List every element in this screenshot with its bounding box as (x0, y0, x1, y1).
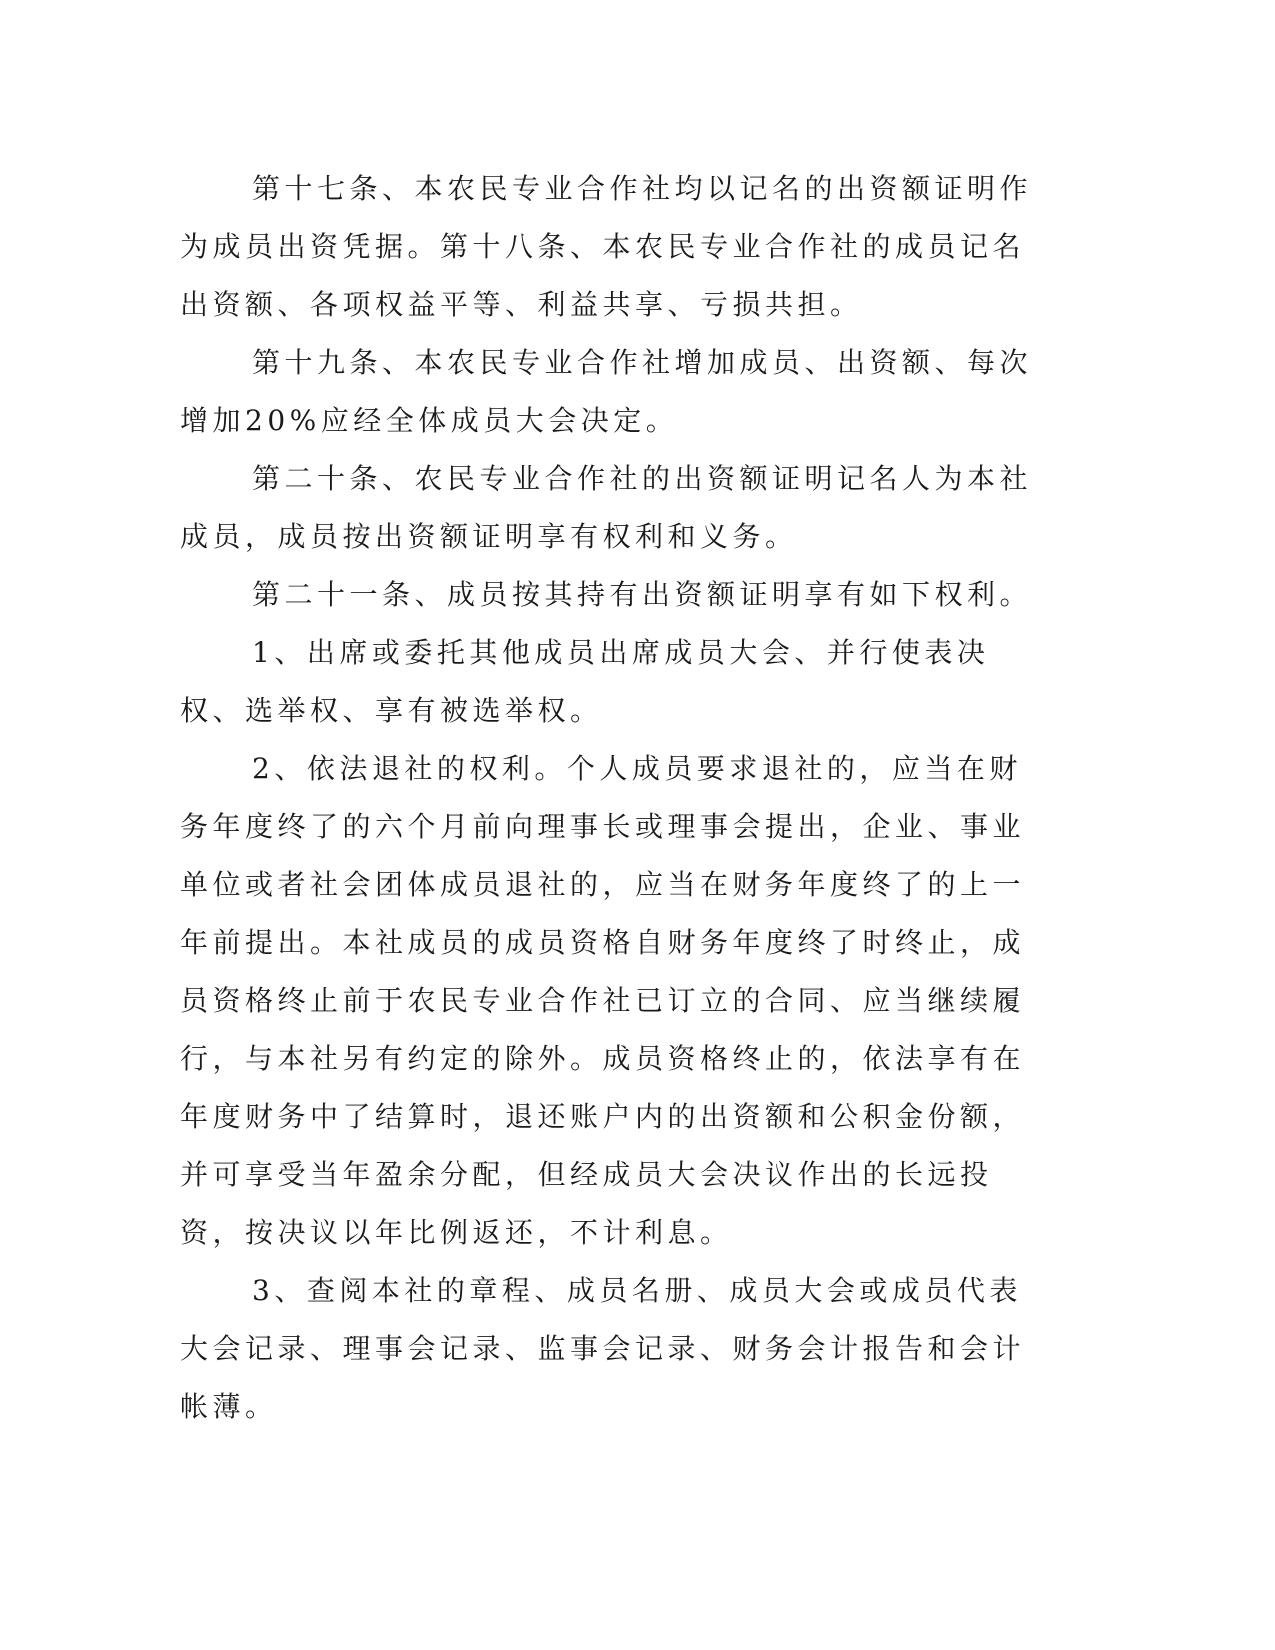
document-body (180, 160, 1032, 1436)
paragraph-article-17-18: 第十七条、本农民专业合作社均以记名的出资额证明作为成员出资凭据。第十八条、本农民专业合作社的成员记名出资额、各项权益平等、利益共享、亏损共担。 (180, 172, 1033, 321)
paragraph-article-21: 第二十一条、成员按其持有出资额证明享有如下权利。 (252, 578, 1033, 611)
paragraph-right-2: 2、依法退社的权利。个人成员要求退社的，应当在财务年度终了的六个月前向理事长或理事会提出，企业、事业单位或者社会团体成员退社的，应当在财务年度终了的上一年前提出。本社成员的成员资格自财务年度终了时终止，成员资格终止前于农民专业合作社已订立的合同、应当继续履行，与本社另有约定的除外。成员资格终止的，依法享有在年度财务中了结算时，退还账户内的出资额和公积金份额，并可享受当年盈余分配，但经成员大会决议作出的长远投资，按决议以年比例返还，不计利息。 (180, 752, 1026, 1249)
paragraph-article-20: 第二十条、农民专业合作社的出资额证明记名人为本社成员，成员按出资额证明享有权利和义务。 (180, 462, 1033, 553)
paragraph-right-3: 3、查阅本社的章程、成员名册、成员大会或成员代表大会记录、理事会记录、监事会记录、财务会计报告和会计帐薄。 (180, 1274, 1026, 1423)
paragraph-right-1: 1、出席或委托其他成员出席成员大会、并行使表决权、选举权、享有被选举权。 (180, 636, 990, 727)
paragraph-article-19: 第十九条、本农民专业合作社增加成员、出资额、每次增加20%应经全体成员大会决定。 (180, 346, 1033, 437)
